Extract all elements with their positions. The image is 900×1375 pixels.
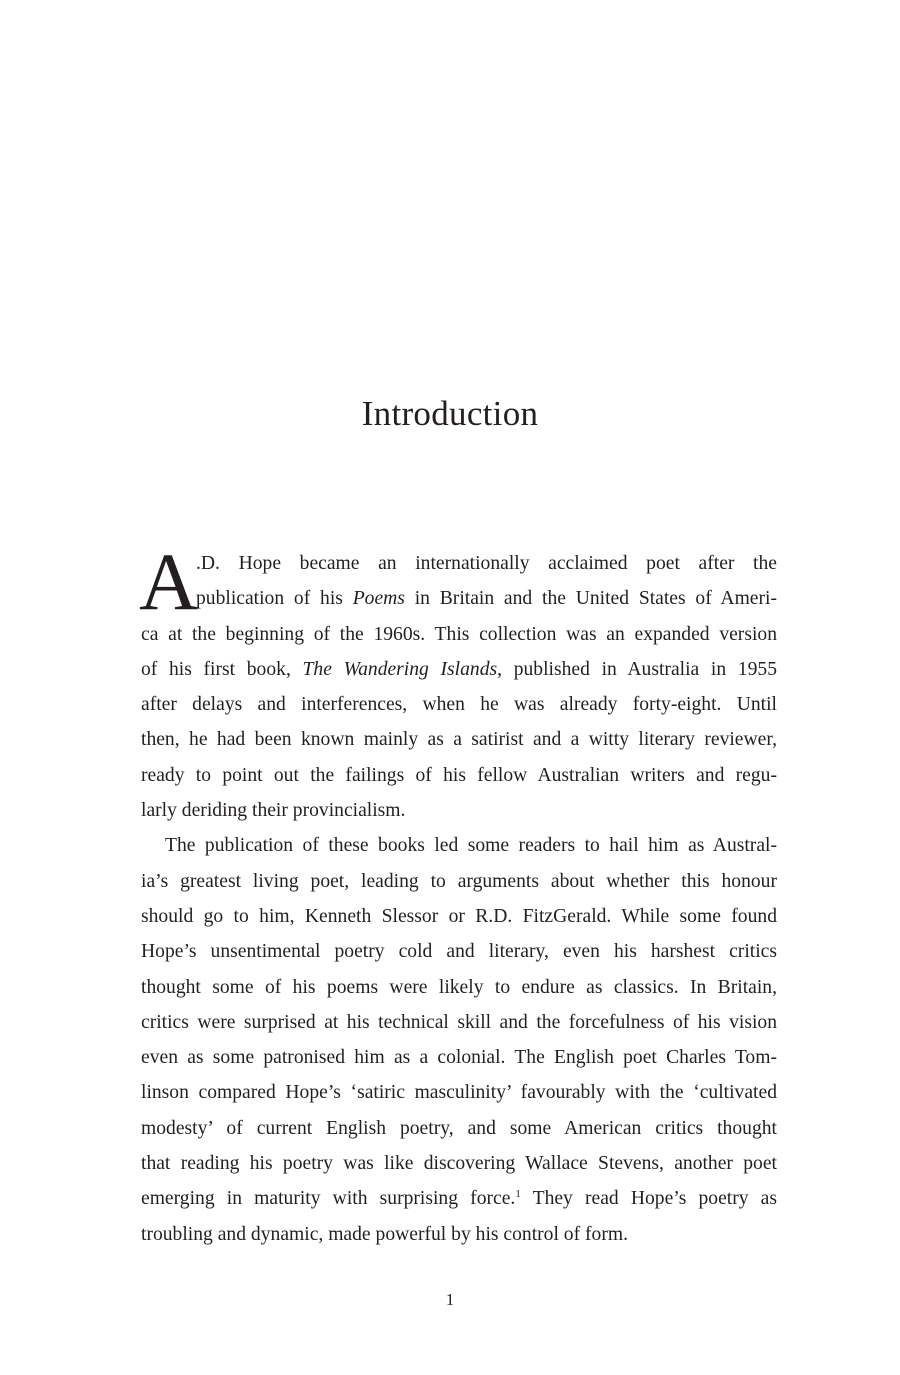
text-line: emerging in maturity with surprising force.$^1$ They read Hope’s poetry as xyxy=(141,1188,778,1210)
drop-cap: A xyxy=(139,536,199,627)
page-number: 1 xyxy=(445,1290,455,1309)
text-line: .D. Hope became an internationally acclaimed poet after the xyxy=(196,553,777,574)
text-line: after delays and interferences, when he was already forty-eight. Until xyxy=(141,694,777,716)
text-line: that reading his poetry was like discovering Wallace Stevens, another poet xyxy=(141,1153,777,1175)
text-line: The publication of these books led some readers to hail him as Austral- xyxy=(165,835,777,857)
paragraph xyxy=(139,536,777,828)
book-title-italic: The Wandering Islands xyxy=(302,658,498,680)
text-line: modesty’ of current English poetry, and some American critics thought xyxy=(141,1117,777,1139)
text-line: ca at the beginning of the 1960s. This collection was an expanded version xyxy=(141,623,777,645)
text-line: troubling and dynamic, made powerful by his control of form. xyxy=(141,1223,629,1245)
text-line: Hope’s unsentimental poetry cold and literary, even his harshest critics xyxy=(141,941,777,963)
chapter-title: Introduction xyxy=(361,394,539,433)
text-line: even as some patronised him as a colonial. The English poet Charles Tom- xyxy=(141,1047,777,1069)
text-line: then, he had been known mainly as a satirist and a witty literary reviewer, xyxy=(141,729,777,751)
text-line: thought some of his poems were likely to endure as classics. In Britain, xyxy=(141,976,777,998)
text-line: critics were surprised at his technical skill and the forcefulness of his vision xyxy=(141,1011,777,1033)
text-line: ready to point out the failings of his fellow Australian writers and regu- xyxy=(141,764,777,786)
book-title-italic: Poems xyxy=(352,588,405,610)
footnote-marker: 1 xyxy=(515,1188,521,1201)
text-line: should go to him, Kenneth Slessor or R.D. FitzGerald. While some found xyxy=(141,905,777,927)
paragraph xyxy=(141,828,777,1252)
text-line: ia’s greatest living poet, leading to arguments about whether this honour xyxy=(141,870,777,892)
text-line: publication of his Poems in Britain and the United States of Ameri- xyxy=(196,588,777,610)
body-text xyxy=(139,536,778,1252)
text-line: larly deriding their provincialism. xyxy=(141,800,406,822)
text-line: linson compared Hope’s ‘satiric masculinity’ favourably with the ‘cultivated xyxy=(141,1082,777,1104)
text-line: of his first book, The Wandering Islands, published in Australia in 1955 xyxy=(141,658,777,680)
